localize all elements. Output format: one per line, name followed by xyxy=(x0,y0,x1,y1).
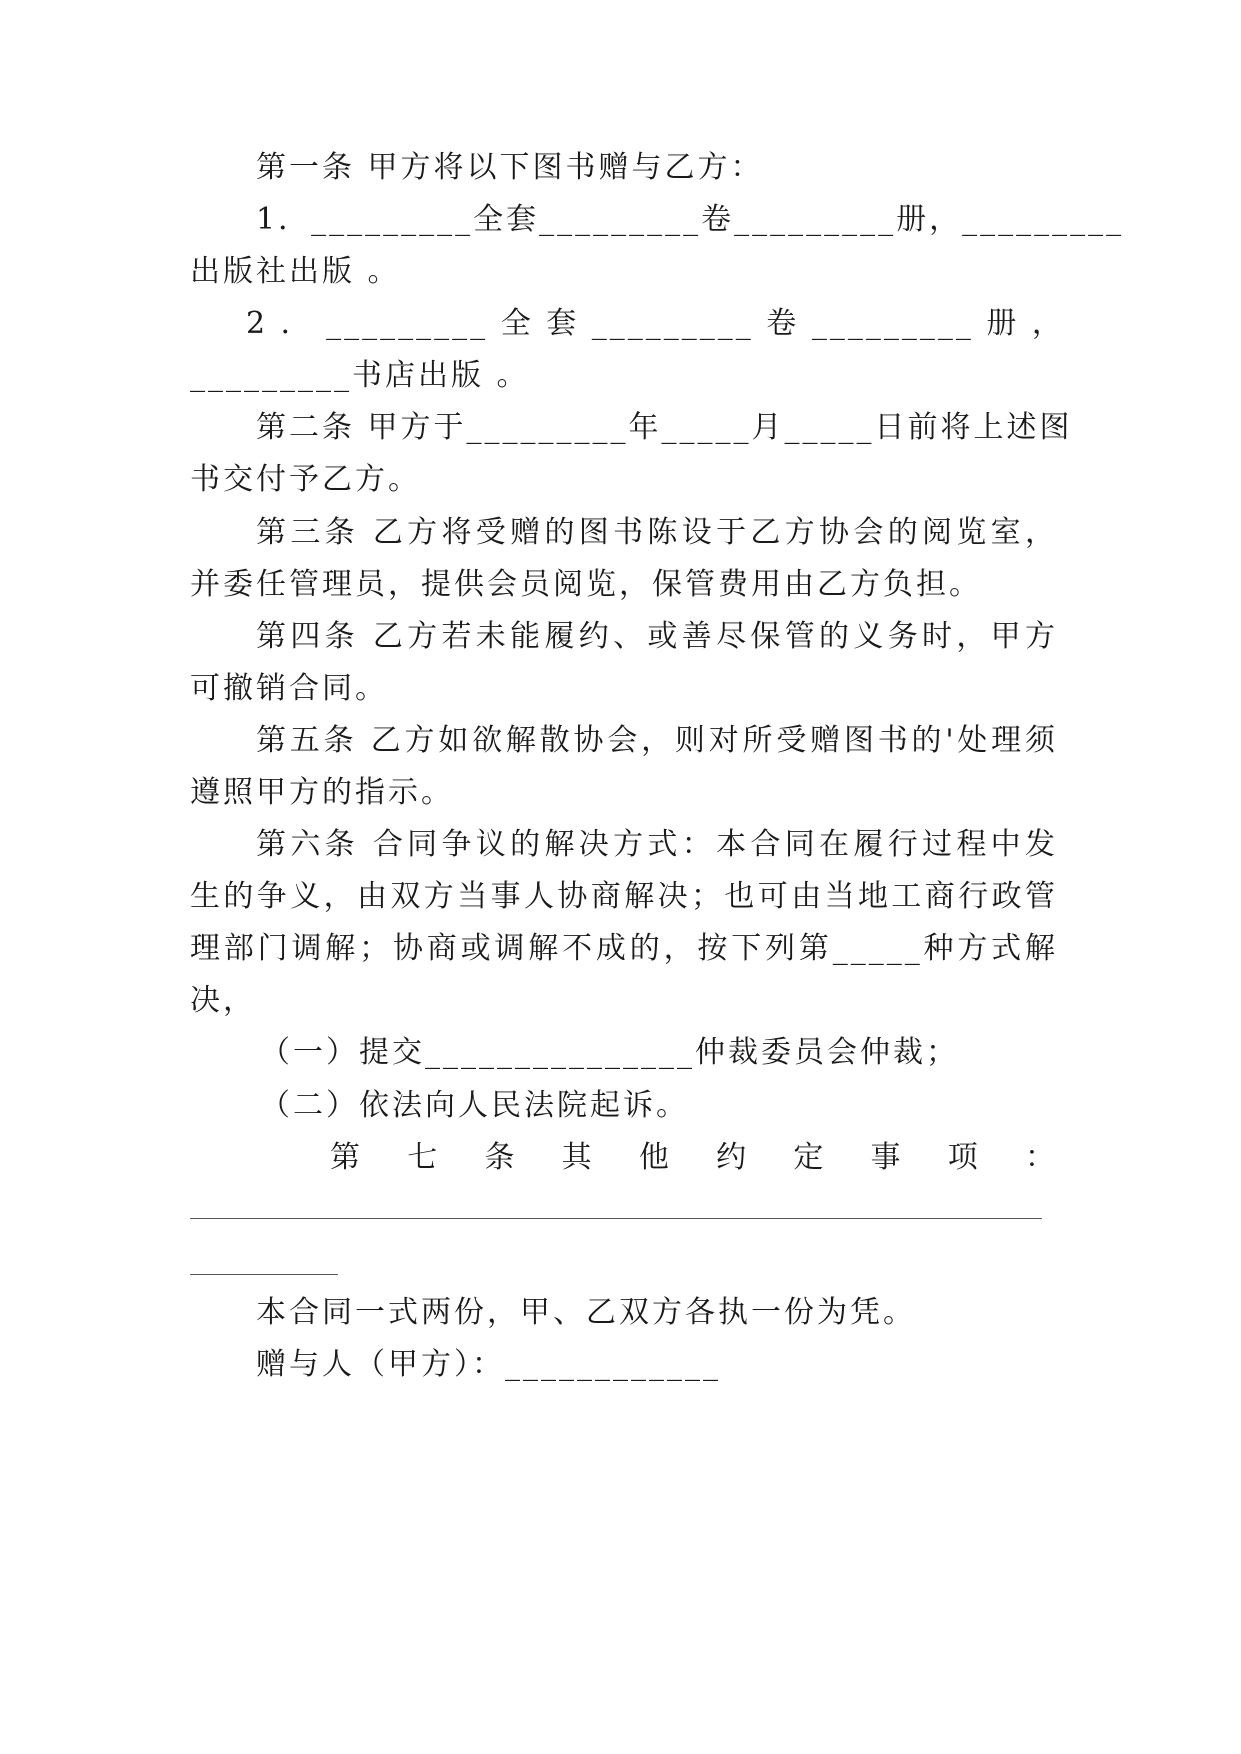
article-5-line-1: 第五条 乙方如欲解散协会，则对所受赠图书的'处理须 xyxy=(256,723,1058,758)
copies-clause: 本合同一式两份，甲、乙双方各执一份为凭。 xyxy=(256,1295,916,1330)
item-2-line-2: _________书店出版 。 xyxy=(190,358,530,393)
article-1: 第一条 甲方将以下图书赠与乙方： xyxy=(256,150,764,185)
article-6-line-4: 决， xyxy=(190,983,256,1018)
article-6-line-2: 生的争义，由双方当事人协商解决；也可由当地工商行政管 xyxy=(190,879,1058,914)
option-2: （二）依法向人民法院起诉。 xyxy=(260,1088,689,1123)
article-2-line-2: 书交付予乙方。 xyxy=(190,462,421,497)
article-3-line-1: 第三条 乙方将受赠的图书陈设于乙方协会的阅览室， xyxy=(256,515,1058,550)
item-1-line-1: 1．_________全套_________卷_________册，_________ xyxy=(256,202,1125,237)
article-3-line-2: 并委任管理员，提供会员阅览，保管费用由乙方负担。 xyxy=(190,567,982,602)
article-5-line-2: 遵照甲方的指示。 xyxy=(190,775,454,810)
item-1-line-2: 出版社出版 。 xyxy=(190,254,401,289)
article-6-line-1: 第六条 合同争议的解决方式：本合同在履行过程中发 xyxy=(256,827,1058,862)
option-1: （一）提交_______________仲裁委员会仲裁； xyxy=(260,1035,959,1070)
article-2-line-1: 第二条 甲方于_________年_____月_____日前将上述图 xyxy=(256,410,1073,445)
blank-line-long xyxy=(190,1218,1042,1219)
article-4-line-2: 可撤销合同。 xyxy=(190,671,388,706)
donor-signature-line: 赠与人（甲方）：____________ xyxy=(256,1347,721,1382)
article-4-line-1: 第四条 乙方若未能履约、或善尽保管的义务时，甲方 xyxy=(256,619,1058,654)
blank-line-short xyxy=(190,1274,338,1275)
item-2-line-1: 2 ． _________ 全 套 _________ 卷 _________ 册 ， xyxy=(246,306,1065,341)
article-7: 第 七 条 其 他 约 定 事 项 ： xyxy=(330,1140,1058,1175)
article-6-line-3: 理部门调解；协商或调解不成的，按下列第_____种方式解 xyxy=(190,931,1058,966)
